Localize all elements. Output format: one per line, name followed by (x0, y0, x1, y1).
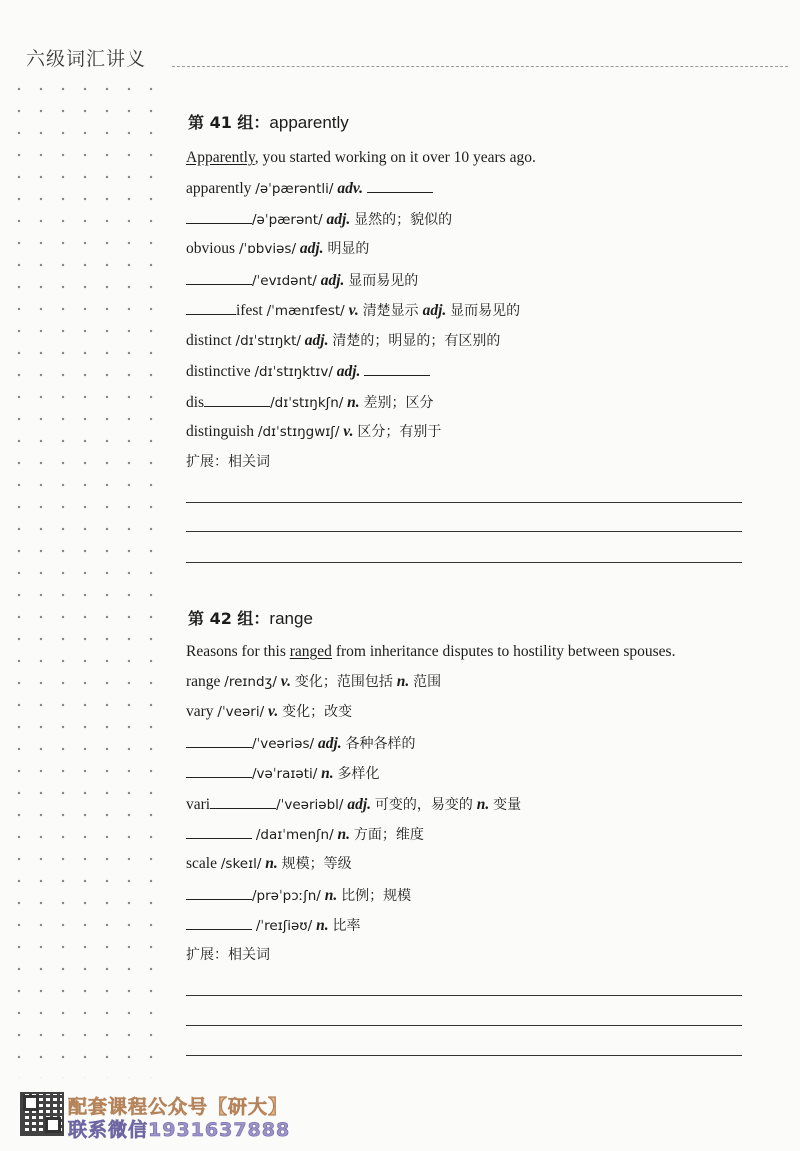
writing-line[interactable] (186, 502, 742, 503)
section-41-topic: apparently (269, 113, 349, 132)
section-42-topic: range (269, 609, 313, 628)
example-keyword: Apparently (186, 149, 255, 166)
watermark-line-2: 联系微信1931637888 (68, 1119, 291, 1141)
example-text: from inheritance disputes to hostility between spouses. (331, 643, 676, 660)
entry-meaning: 显而易见的 (348, 273, 419, 289)
entry-ipa: /prəˈpɔːʃn/ (252, 888, 321, 904)
entry-meaning: 多样化 (337, 766, 380, 782)
entry-apparently (186, 178, 433, 199)
entry-pos: adj. (299, 240, 324, 257)
entry-pos: v. (343, 423, 354, 440)
entry-distinguish (186, 422, 441, 442)
entry-distinction (186, 392, 434, 413)
entry-meaning: 比率 (332, 918, 361, 934)
entry-dimension (186, 824, 424, 845)
entry-evident (186, 270, 418, 291)
header-rule (172, 66, 788, 67)
dotted-note-grid (8, 78, 166, 1078)
entry-meaning: 方面；维度 (353, 827, 424, 843)
entry-pos: n. (337, 826, 351, 843)
entry-word: obvious (186, 240, 236, 257)
entry-variety (186, 763, 380, 784)
entry-pos: adj. (336, 363, 361, 380)
entry-variable (186, 794, 521, 815)
entry-ipa: /dɪˈstɪŋkʃn/ (270, 395, 344, 411)
entry-pos: adj. (304, 332, 329, 349)
entry-meaning: 区分；有别于 (357, 424, 442, 440)
entry-ipa: /daɪˈmenʃn/ (255, 827, 334, 843)
page-header-title: 六级词汇讲义 (26, 48, 147, 70)
entry-ipa: /dɪˈstɪŋkt/ (235, 333, 301, 349)
entry-word: range (186, 673, 221, 690)
fill-blank[interactable] (186, 885, 252, 900)
entry-meaning: 范围 (413, 674, 442, 690)
fill-blank[interactable] (204, 392, 270, 407)
entry-ipa: /reɪndʒ/ (224, 674, 277, 690)
entry-various (186, 733, 416, 754)
fill-blank[interactable] (186, 300, 236, 315)
entry-ipa: /dɪˈstɪŋgwɪʃ/ (257, 424, 340, 440)
writing-line[interactable] (186, 531, 742, 532)
example-sentence-41 (186, 148, 536, 168)
entry-pos: v. (268, 703, 279, 720)
watermark-line-1: 配套课程公众号【研大】 (68, 1096, 289, 1118)
entry-word: apparently (186, 180, 252, 197)
fill-blank[interactable] (186, 763, 252, 778)
entry-meaning: 变量 (493, 797, 522, 813)
entry-ipa: /ˈveəri/ (217, 704, 265, 720)
entry-pos: v. (280, 673, 291, 690)
entry-ipa: /ˈveəriəs/ (252, 736, 315, 752)
entry-ipa: /skeɪl/ (220, 856, 262, 872)
entry-meaning: 明显的 (327, 241, 370, 257)
fill-blank[interactable] (210, 794, 276, 809)
entry-ipa: /ˈmænɪfest/ (266, 303, 345, 319)
entry-prefix: dis (186, 394, 205, 411)
section-42 (186, 606, 746, 1066)
entry-ipa: /ˈveəriəbl/ (276, 797, 344, 813)
entry-word: scale (186, 855, 217, 872)
entry-pos: n. (265, 855, 278, 872)
footer-watermark (14, 1082, 334, 1142)
example-text: Reasons for this (186, 643, 290, 660)
section-41-label: 第 41 组： (188, 113, 270, 132)
entry-distinct (186, 331, 500, 351)
entry-pos: adj. (320, 272, 345, 289)
section-42-label: 第 42 组： (188, 609, 270, 628)
section-41 (186, 110, 746, 580)
entry-pos: adj. (347, 796, 372, 813)
fill-blank[interactable] (186, 733, 252, 748)
qr-code-icon (20, 1092, 64, 1136)
entry-meaning: 规模；等级 (281, 856, 352, 872)
entry-meaning: 差别；区分 (363, 395, 434, 411)
example-keyword: ranged (289, 643, 332, 660)
entry-ipa: /dɪˈstɪŋktɪv/ (254, 364, 333, 380)
entry-word: distinctive (186, 363, 251, 380)
entry-pos: adj. (317, 735, 342, 752)
entry-ipa: /əˈpærəntli/ (255, 181, 334, 197)
entry-prefix: vari (186, 796, 211, 813)
entry-vary (186, 702, 352, 722)
fill-blank[interactable] (364, 361, 430, 376)
entry-manifest (186, 300, 520, 321)
entry-pos: v. (348, 302, 359, 319)
entry-pos: adv. (337, 180, 364, 197)
entry-proportion (186, 885, 411, 906)
entry-suffix: ifest (236, 302, 263, 319)
fill-blank[interactable] (186, 824, 252, 839)
entry-distinctive (186, 361, 430, 382)
entry-pos: n. (476, 796, 490, 813)
entry-word: vary (186, 703, 214, 720)
writing-line[interactable] (186, 562, 742, 563)
entry-pos: adj. (326, 211, 351, 228)
entry-meaning: 可变的，易变的 (374, 797, 473, 813)
entry-meaning: 变化；改变 (282, 704, 353, 720)
section-42-title (188, 606, 313, 629)
entry-meaning: 各种各样的 (345, 736, 416, 752)
entry-scale (186, 854, 352, 874)
entry-ipa: /vəˈraɪəti/ (252, 766, 318, 782)
example-sentence-42 (186, 642, 675, 662)
fill-blank[interactable] (367, 178, 433, 193)
entry-ipa: /əˈpærənt/ (252, 212, 323, 228)
extension-label: 扩展：相关词 (186, 454, 270, 470)
entry-obvious (186, 239, 369, 259)
entry-meaning: 显而易见的 (450, 303, 521, 319)
section-41-title (188, 110, 349, 133)
entry-meaning: 显然的；貌似的 (354, 212, 453, 228)
entry-apparent (186, 209, 452, 230)
example-text: , you started working on it over 10 years ago. (254, 149, 536, 166)
entry-ipa: /ˈɒbviəs/ (238, 241, 296, 257)
entry-pos: adj. (422, 302, 447, 319)
entry-meaning: 变化；范围包括 (294, 674, 393, 690)
entry-ratio (186, 915, 360, 936)
entry-pos: n. (347, 394, 360, 411)
entry-pos: n. (316, 917, 329, 934)
entry-pos: n. (396, 673, 410, 690)
entry-range (186, 672, 441, 692)
entry-meaning: 清楚的；明显的；有区别的 (332, 333, 501, 349)
entry-meaning: 清楚显示 (362, 303, 419, 319)
entry-ipa: /ˈreɪʃiəʊ/ (255, 918, 313, 934)
entry-word: distinguish (186, 423, 255, 440)
fill-blank[interactable] (186, 270, 252, 285)
writing-line[interactable] (186, 1025, 742, 1026)
entry-pos: n. (321, 765, 334, 782)
fill-blank[interactable] (186, 209, 252, 224)
entry-word: distinct (186, 332, 232, 349)
extension-label: 扩展：相关词 (186, 947, 270, 963)
writing-line[interactable] (186, 995, 742, 996)
writing-line[interactable] (186, 1055, 742, 1056)
fill-blank[interactable] (186, 915, 252, 930)
entry-meaning: 比例；规模 (341, 888, 412, 904)
entry-ipa: /ˈevɪdənt/ (252, 273, 317, 289)
entry-pos: n. (324, 887, 338, 904)
